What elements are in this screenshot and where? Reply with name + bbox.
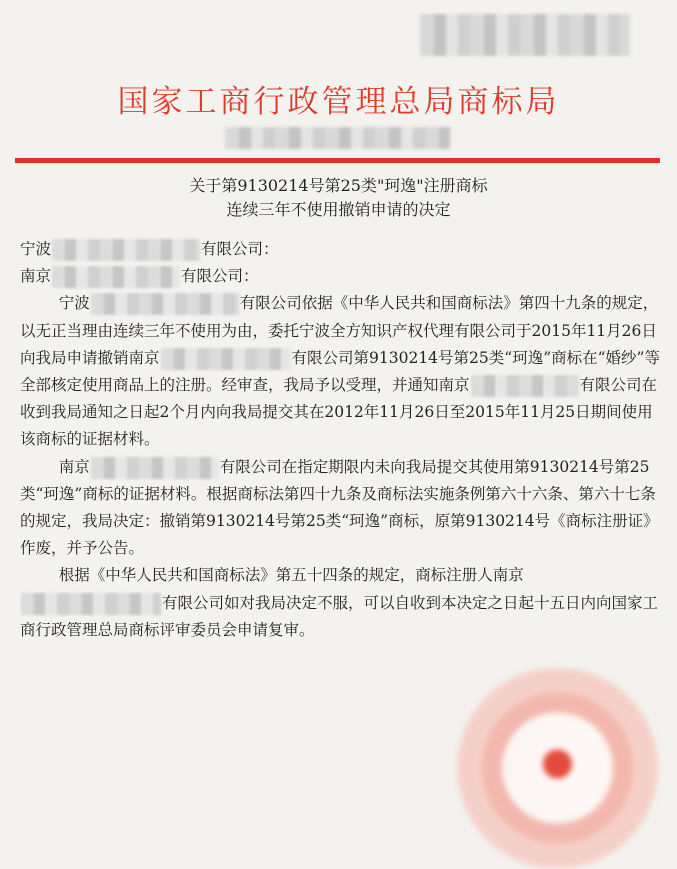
redacted-company-name: [52, 239, 200, 261]
addressee-line-1: [20, 236, 662, 263]
addressee2-prefix: 南京: [20, 267, 52, 286]
p2-text-a: 南京: [58, 457, 90, 476]
paragraph-1: [20, 290, 662, 453]
p3-text-a: 根据《中华人民共和国商标法》第五十四条的规定，商标注册人南京: [58, 566, 524, 585]
paragraph-2: [20, 454, 662, 563]
document-title-line1: 关于第9130214号第25类"珂逸"注册商标: [189, 176, 488, 195]
issuer-header-title: 国家工商行政管理总局商标局: [117, 84, 560, 120]
redacted-company-name: [161, 348, 291, 370]
header-divider: [15, 158, 660, 163]
p1-text-c: 有限公司第9130214号第25类“珂逸”商标在“婚纱”等全部核定使用商品上的注册。经审查，我局予以受理，并通知南京: [20, 348, 660, 395]
official-seal-stamp: [445, 668, 670, 868]
addressee1-prefix: 宁波: [20, 240, 52, 258]
p1-text-b: 有限公司依据《中华人民共和国商标法》第四十九条的规定，以无正当理由连续三年不使用为由，委托宁波全方知识产权代理有限公司于2015年11月26日向我局申请撤销南京: [20, 294, 659, 367]
addressee1-suffix: 有限公司：: [201, 240, 279, 258]
redacted-company-name: [91, 293, 239, 315]
redacted-reference-number: [420, 14, 630, 56]
redacted-company-name: [21, 593, 161, 615]
redacted-company-name: [91, 457, 219, 479]
p1-text-d: 有限公司在收到我局通知之日起2个月内向我局提交其在2012年11月26日至2015年11月25日期间使用该商标的证据材料。: [20, 376, 658, 449]
p1-text-a: 宁波: [58, 294, 90, 313]
p2-text-b: 有限公司在指定期限内未向我局提交其使用第9130214号第25类“珂逸”商标的证据材料。根据商标法第四十九条及商标法实施条例第六十六条、第六十七条的规定，我局决定：撤销第9130214号第25类“珂逸”商标，原第9130214号《商标注册证》作废，并予公告。: [20, 457, 659, 558]
document-body: [20, 236, 662, 644]
redacted-document-number: [225, 127, 450, 149]
redacted-company-name: [52, 266, 180, 288]
p3-text-b: 有限公司如对我局决定不服，可以自收到本决定之日起十五日内向国家工商行政管理总局商标评审委员会申请复审。: [20, 593, 659, 639]
paragraph-3: [20, 562, 662, 644]
addressee2-suffix: 有限公司：: [181, 267, 259, 286]
document-title: [0, 174, 677, 222]
addressee-line-2: [20, 263, 662, 290]
redacted-company-name: [471, 375, 579, 397]
document-title-line2: 连续三年不使用撤销申请的决定: [226, 200, 451, 219]
